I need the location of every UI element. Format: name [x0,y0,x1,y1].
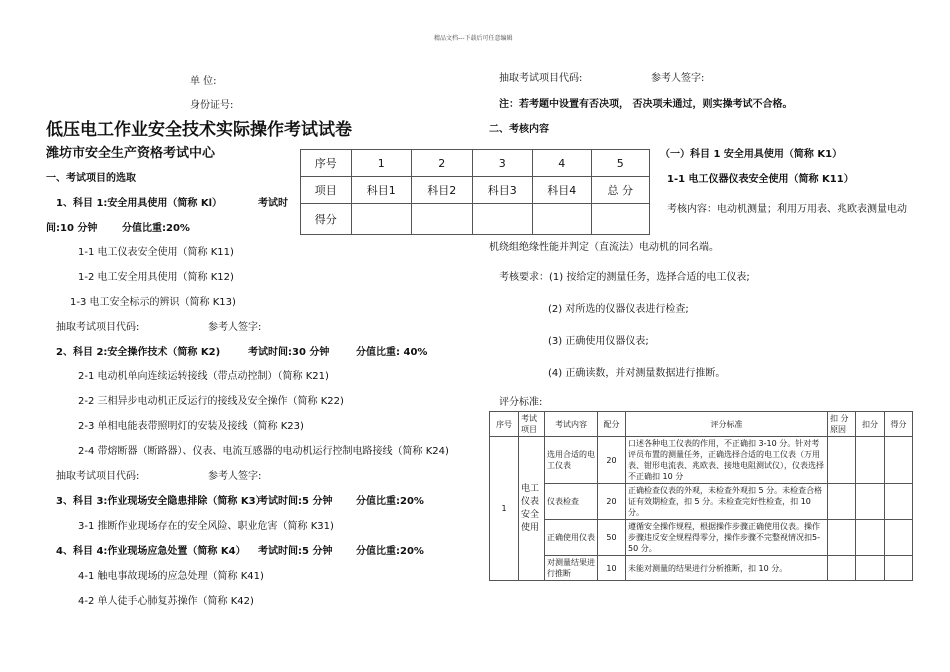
score-table [300,149,650,235]
column-header: 考试内容 [545,412,598,437]
ref-sign-label: 参考人签字: [208,471,262,482]
table-row [490,520,913,556]
table-row [301,177,650,204]
section-heading: 一、考试项目的选取 [46,173,136,184]
table-cell: 项目 [301,177,352,204]
item-k21: 2-1 电动机单向连续运转接线（带点动控制）（简称 K21) [78,371,329,382]
item-k23: 2-3 单相电能表带照明灯的安装及接线（简称 K23) [78,421,304,432]
table-row [301,150,650,177]
table-cell: 科目3 [472,177,532,204]
veto-note: 注：若考题中设置有否决项， 否决项未通过，则实操考试不合格。 [499,99,793,110]
exam-requirement: 考核要求：(1) 按给定的测量任务，选择合适的电工仪表; [499,272,750,283]
score-input-cell[interactable] [472,204,532,235]
page-title: 低压电工作业安全技术实际操作考试试卷 [46,120,352,140]
subject3-time: 考试时间:5 分钟 [258,496,333,507]
score-cell[interactable] [885,437,913,484]
column-header: 配分 [598,412,626,437]
draw-code-label: 抽取考试项目代码: [499,73,583,84]
scoring-standard-label: 评分标准: [499,397,543,408]
project-cell: 电工仪表安全使用 [519,437,545,581]
section-heading: 二、考核内容 [489,124,549,135]
criteria-cell: 正确检查仪表的外观，未检查外观扣 5 分。未检查合格证有效期检查，扣 5 分。未检查完好性检查，扣 10 分。 [626,484,828,520]
score-cell[interactable] [885,556,913,581]
table-cell: 2 [412,150,472,177]
deduction-reason-cell[interactable] [828,484,856,520]
evaluation-table [489,411,913,581]
k11-heading: 1-1 电工仪器仪表安全使用（简称 K11） [667,174,854,185]
exam-requirement: (2) 对所选的仪器仪表进行检查; [548,304,689,315]
item-k42: 4-2 单人徒手心肺复苏操作（简称 K42) [78,596,254,607]
deduction-reason-cell[interactable] [828,556,856,581]
deduction-cell[interactable] [856,520,885,556]
table-cell: 科目1 [351,177,411,204]
table-row [490,437,913,484]
deduction-reason-cell[interactable] [828,437,856,484]
exam-content: 考核内容：电动机测量；利用万用表、兆欧表测量电动 [667,204,907,215]
ref-sign-label: 参考人签字: [651,73,705,84]
unit-label: 单 位: [190,76,217,87]
deduction-cell[interactable] [856,556,885,581]
column-header: 考试项目 [519,412,545,437]
score-input-cell[interactable] [412,204,472,235]
item-k41: 4-1 触电事故现场的应急处理（简称 K41) [78,571,264,582]
content-cell: 选用合适的电工仪表 [545,437,598,484]
subject2-time: 考试时间:30 分钟 [248,347,330,358]
table-header-row [490,412,913,437]
table-cell: 3 [472,150,532,177]
deduction-cell[interactable] [856,484,885,520]
table-cell: 1 [351,150,411,177]
table-row [490,484,913,520]
page-subtitle: 潍坊市安全生产资格考试中心 [46,146,216,161]
table-cell: 5 [591,150,650,177]
subject3-heading: 3、科目 3:作业现场安全隐患排除（简称 K3） [56,496,266,507]
column-header: 得分 [885,412,913,437]
criteria-cell: 口述各种电工仪表的作用，不正确扣 3-10 分。针对考评员布置的测量任务，正确选择合适的电工仪表（万用表、钳形电流表、兆欧表、接地电阻测试仪），仪表选择不正确扣 10 分 [626,437,828,484]
subject3-weight: 分值比重:20% [356,496,424,507]
item-k12: 1-2 电工安全用具使用（简称 K12) [78,272,234,283]
subject1-time: 间:10 分钟 [46,223,98,234]
table-cell: 科目2 [412,177,472,204]
score-cell[interactable] [885,484,913,520]
column-header: 扣 分原因 [828,412,856,437]
exam-requirement: (4) 正确读数，并对测量数据进行推断。 [548,368,726,379]
item-k22: 2-2 三相异步电动机正反运行的接线及安全操作（简称 K22) [78,396,344,407]
deduction-cell[interactable] [856,437,885,484]
column-header: 扣分 [856,412,885,437]
score-input-cell[interactable] [532,204,591,235]
points-cell: 20 [598,437,626,484]
criteria-cell: 未能对测量的结果进行分析推断，扣 10 分。 [626,556,828,581]
subject1-heading: 1、科目 1:安全用具使用（简称 Kl） [56,198,223,209]
subject4-time: 考试时间:5 分钟 [258,546,333,557]
exam-content-cont: 机绕组绝缘性能并判定（直流法）电动机的同名端。 [489,242,719,253]
content-cell: 仪表检查 [545,484,598,520]
table-cell: 科目4 [532,177,591,204]
header-note: 精品文档---下载后可任意编辑 [434,35,513,42]
item-k24: 2-4 带熔断器（断路器）、仪表、电流互感器的电动机运行控制电路接线（简称 K24) [78,446,449,457]
item-k31: 3-1 推断作业现场存在的安全风险、职业危害（简称 K31) [78,521,334,532]
deduction-reason-cell[interactable] [828,520,856,556]
score-input-cell[interactable] [351,204,411,235]
criteria-cell: 遵循安全操作规程，根据操作步骤正确使用仪表。操作步骤违反安全规程得零分，操作步骤不完整视情况扣5-50 分。 [626,520,828,556]
subject2-weight: 分值比重: 40% [356,347,428,358]
content-cell: 对测量结果进行推断 [545,556,598,581]
content-cell: 正确使用仪表 [545,520,598,556]
exam-requirement: (3) 正确使用仪器仪表; [548,336,649,347]
subject1-weight: 分值比重:20% [122,223,190,234]
table-row [301,204,650,235]
points-cell: 10 [598,556,626,581]
subject2-heading: 2、科目 2:安全操作技术（简称 K2) [56,347,221,358]
column-header: 序号 [490,412,519,437]
table-cell: 4 [532,150,591,177]
score-cell[interactable] [885,520,913,556]
table-cell: 得分 [301,204,352,235]
draw-code-label: 抽取考试项目代码: [56,471,140,482]
draw-code-label: 抽取考试项目代码: [56,322,140,333]
column-header: 评分标准 [626,412,828,437]
item-k13: 1-3 电工安全标示的辨识（简称 K13) [70,297,236,308]
subject4-heading: 4、科目 4:作业现场应急处置（简称 K4） [56,546,246,557]
item-k11: 1-1 电工仪表安全使用（简称 K11) [78,247,234,258]
k1-heading: （一）科目 1 安全用具使用（简称 K1） [660,149,843,160]
subject1-time-label: 考试时 [258,198,288,209]
table-cell: 序号 [301,150,352,177]
seq-cell: 1 [490,437,519,581]
points-cell: 50 [598,520,626,556]
table-cell: 总 分 [591,177,650,204]
score-input-cell[interactable] [591,204,650,235]
points-cell: 20 [598,484,626,520]
id-number-label: 身份证号: [190,100,234,111]
subject4-weight: 分值比重:20% [356,546,424,557]
table-row [490,556,913,581]
ref-sign-label: 参考人签字: [208,322,262,333]
